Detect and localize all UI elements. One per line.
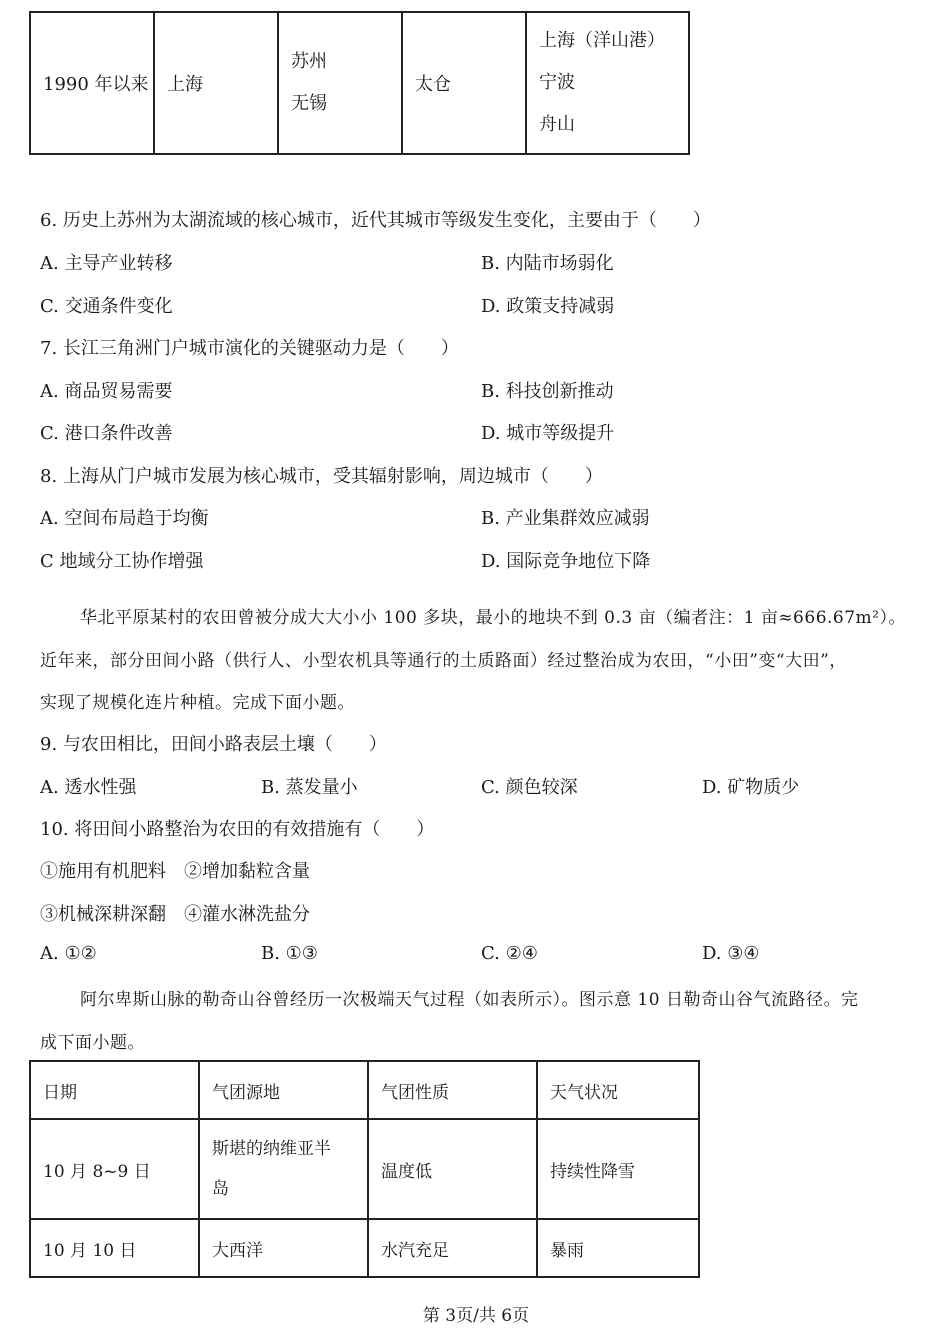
- city-name: 无锡: [291, 93, 327, 114]
- table-row: [30, 1219, 699, 1277]
- q10-option-a[interactable]: A. ①②: [40, 943, 97, 964]
- q10-option-d[interactable]: D. ③④: [702, 943, 760, 964]
- header-date: 日期: [30, 1061, 199, 1119]
- table-header-row: [30, 1061, 699, 1119]
- q7-option-a[interactable]: A. 商品贸易需要: [40, 381, 173, 402]
- table-row: [30, 12, 689, 154]
- passage-line: 成下面小题。: [40, 1033, 145, 1053]
- city-name: 苏州: [291, 51, 327, 72]
- q9-option-d[interactable]: D. 矿物质少: [702, 777, 800, 798]
- q7-option-d[interactable]: D. 城市等级提升: [481, 423, 615, 444]
- cities-cell: [278, 12, 402, 154]
- passage-line: 近年来，部分田间小路（供行人、小型农机具等通行的土质路面）经过整治成为农田，“小田”变“大田”，: [40, 651, 847, 671]
- q6-option-a[interactable]: A. 主导产业转移: [40, 253, 173, 274]
- q10-option-c[interactable]: C. ②④: [481, 943, 538, 964]
- q6-option-b[interactable]: B. 内陆市场弱化: [481, 253, 614, 274]
- cell-weather: 持续性降雪: [537, 1119, 699, 1219]
- weather-table: [29, 1060, 700, 1278]
- q8-option-b[interactable]: B. 产业集群效应减弱: [481, 508, 650, 529]
- question-10-stem: 10. 将田间小路整治为农田的有效措施有（ ）: [40, 819, 435, 840]
- passage-line: 实现了规模化连片种植。完成下面小题。: [40, 693, 355, 713]
- question-9-stem: 9. 与农田相比，田间小路表层土壤（ ）: [40, 734, 387, 755]
- q8-option-c[interactable]: C 地域分工协作增强: [40, 551, 204, 572]
- core-city-cell: 上海: [154, 12, 278, 154]
- page-footer: 第 3页/共 6页: [422, 1306, 530, 1326]
- q10-measure-line: ③机械深耕深翻 ④灌水淋洗盐分: [40, 904, 310, 925]
- passage-line: 阿尔卑斯山脉的勒奇山谷曾经历一次极端天气过程（如表所示）。图示意 10 日勒奇山谷气流路径。完: [80, 990, 859, 1010]
- q9-option-a[interactable]: A. 透水性强: [40, 777, 137, 798]
- cell-source-line: 岛: [212, 1179, 229, 1199]
- q9-option-b[interactable]: B. 蒸发量小: [261, 777, 358, 798]
- city-evolution-table: [29, 11, 690, 155]
- cell-property: 水汽充足: [368, 1219, 537, 1277]
- port-name: 上海（洋山港）: [539, 30, 665, 51]
- q8-option-a[interactable]: A. 空间布局趋于均衡: [40, 508, 209, 529]
- question-8-stem: 8. 上海从门户城市发展为核心城市，受其辐射影响，周边城市（ ）: [40, 466, 603, 487]
- q10-measure-line: ①施用有机肥料 ②增加黏粒含量: [40, 861, 310, 882]
- q9-option-c[interactable]: C. 颜色较深: [481, 777, 578, 798]
- port-name: 宁波: [539, 72, 575, 93]
- q6-option-d[interactable]: D. 政策支持减弱: [481, 296, 615, 317]
- city-b-cell: 太仓: [402, 12, 526, 154]
- passage-line: 华北平原某村的农田曾被分成大大小小 100 多块，最小的地块不到 0.3 亩（编者注：1 亩≈666.67m²）。: [80, 608, 906, 628]
- cell-property: 温度低: [368, 1119, 537, 1219]
- question-7-stem: 7. 长江三角洲门户城市演化的关键驱动力是（ ）: [40, 338, 459, 359]
- q8-option-d[interactable]: D. 国际竞争地位下降: [481, 551, 651, 572]
- cell-source-line: 斯堪的纳维亚半: [212, 1139, 331, 1159]
- ports-cell: [526, 12, 689, 154]
- q7-option-b[interactable]: B. 科技创新推动: [481, 381, 614, 402]
- q10-option-b[interactable]: B. ①③: [261, 943, 318, 964]
- cell-date: 10 月 10 日: [30, 1219, 199, 1277]
- cell-weather: 暴雨: [537, 1219, 699, 1277]
- header-air-mass-property: 气团性质: [368, 1061, 537, 1119]
- cell-source: 大西洋: [199, 1219, 368, 1277]
- cell-date: 10 月 8~9 日: [30, 1119, 199, 1219]
- table-row: [30, 1119, 699, 1219]
- period-cell: 1990 年以来: [30, 12, 154, 154]
- cell-source: [199, 1119, 368, 1219]
- q7-option-c[interactable]: C. 港口条件改善: [40, 423, 173, 444]
- question-6-stem: 6. 历史上苏州为太湖流域的核心城市，近代其城市等级发生变化，主要由于（ ）: [40, 210, 711, 231]
- header-weather: 天气状况: [537, 1061, 699, 1119]
- port-name: 舟山: [539, 114, 575, 135]
- header-air-mass-source: 气团源地: [199, 1061, 368, 1119]
- q6-option-c[interactable]: C. 交通条件变化: [40, 296, 173, 317]
